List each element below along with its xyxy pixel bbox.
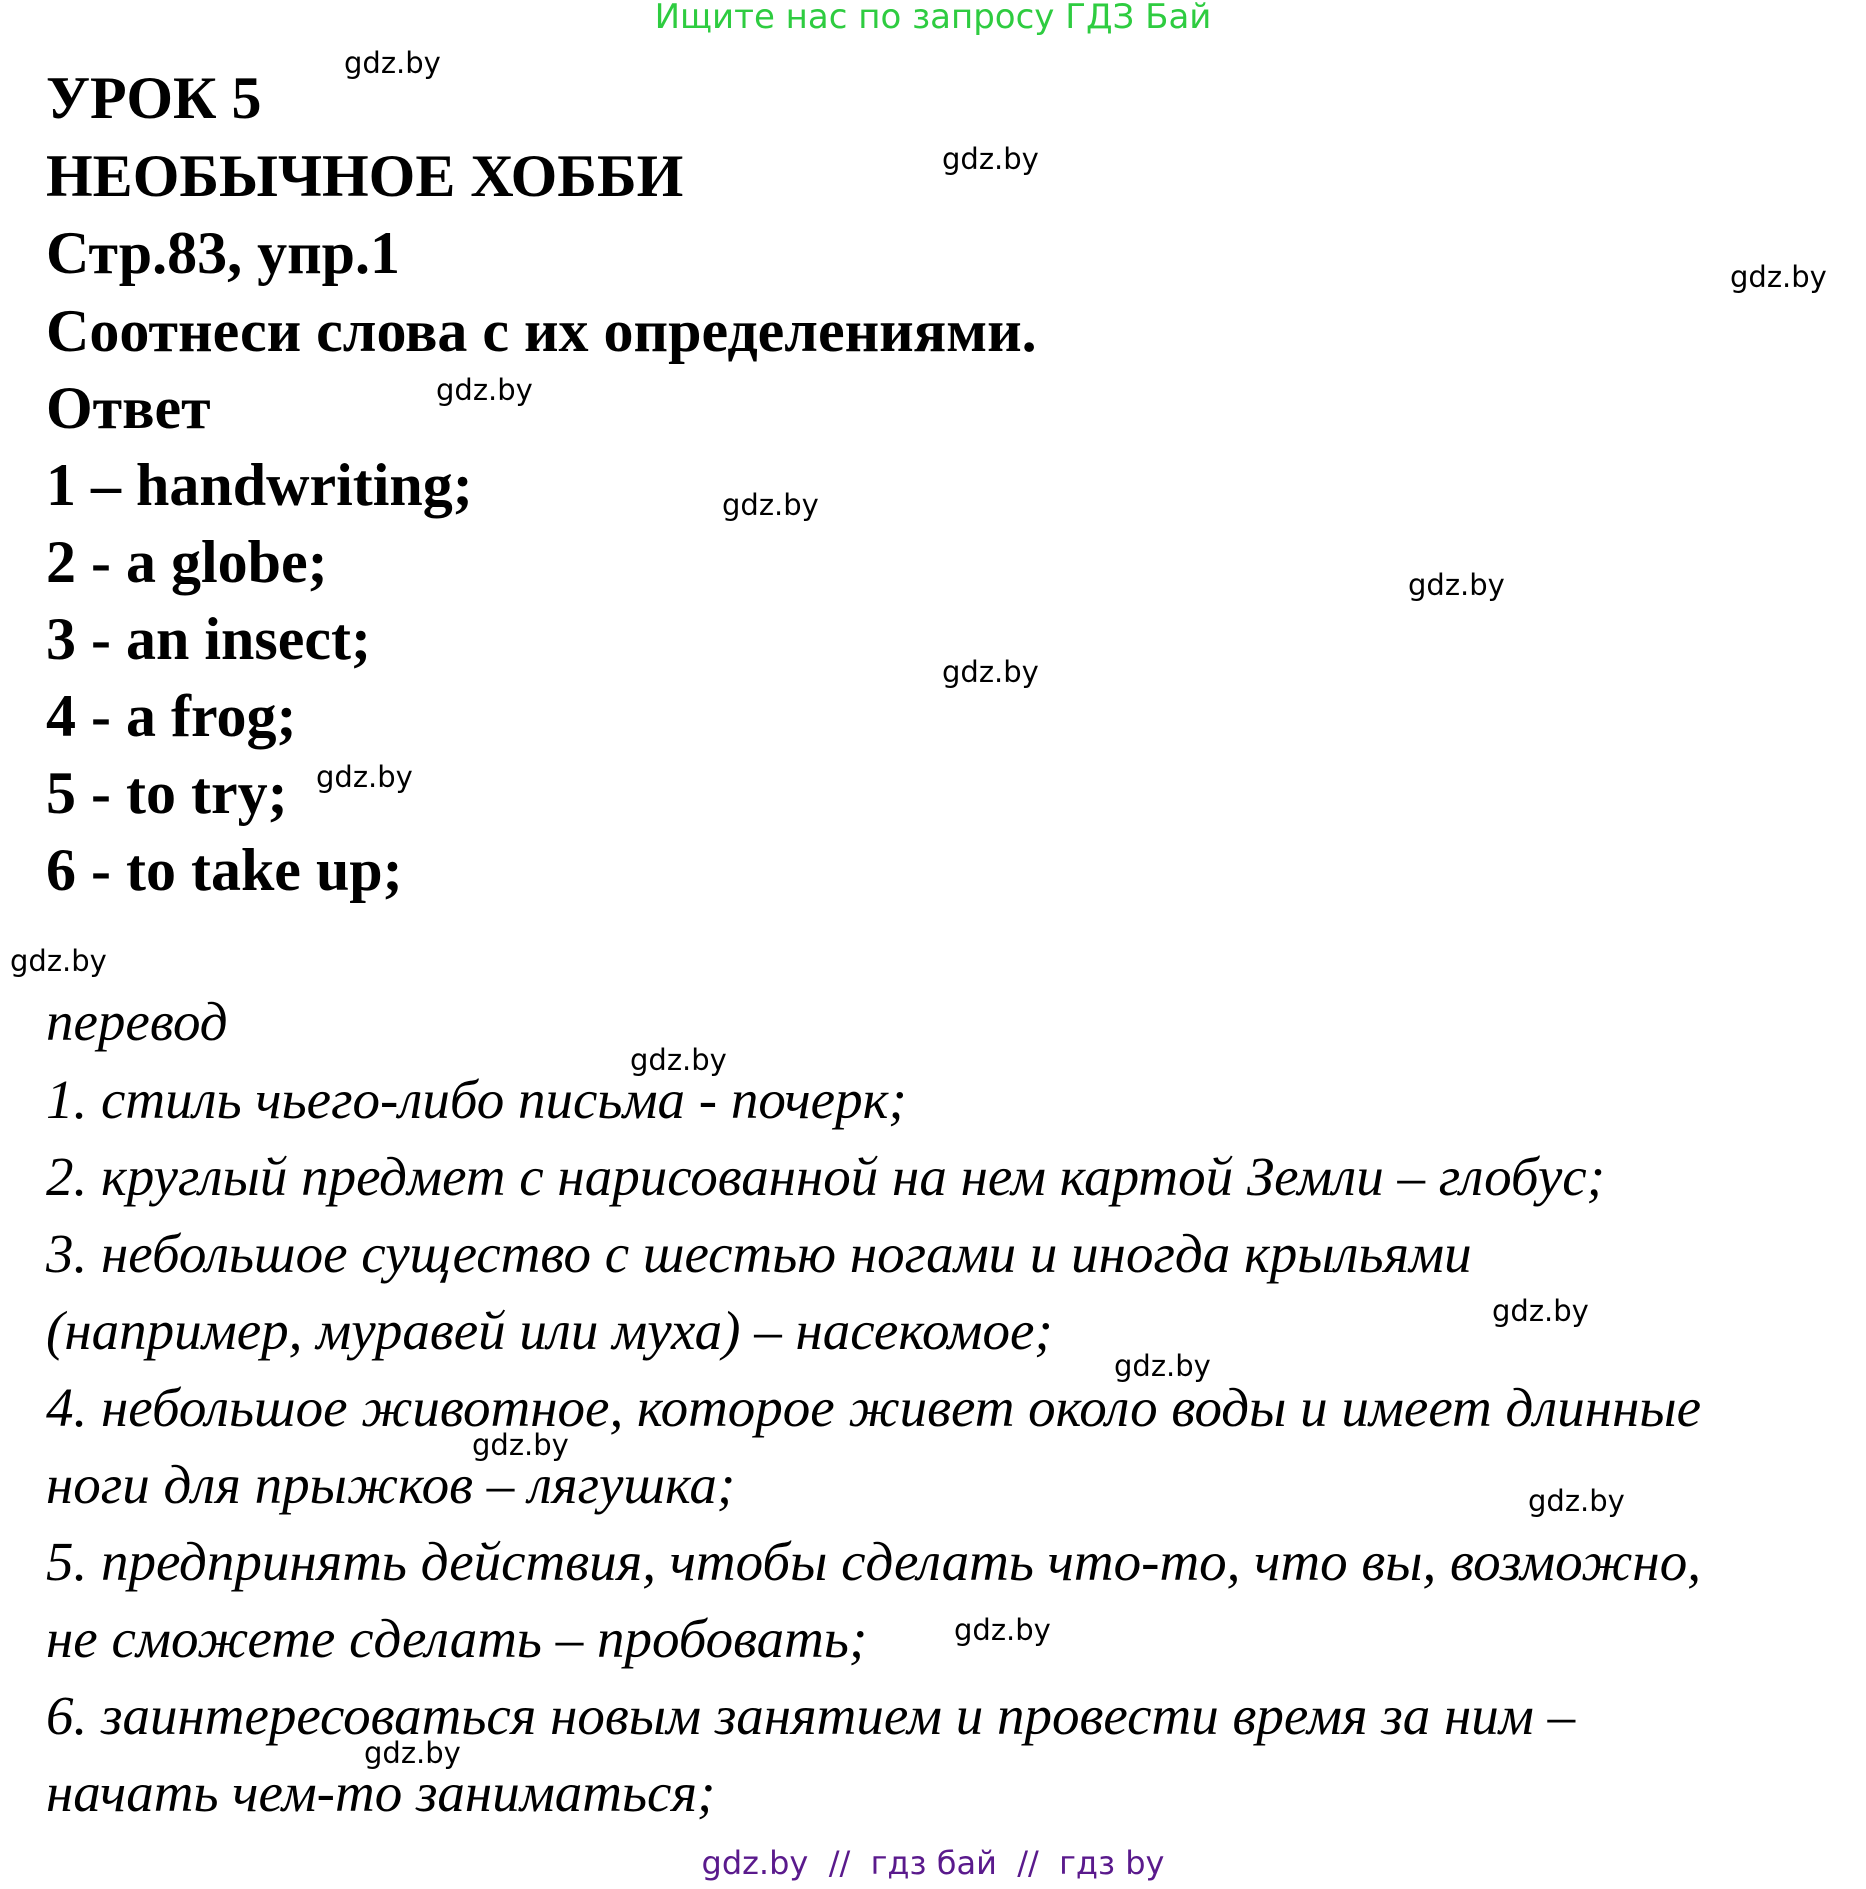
watermark: gdz.by [436,373,533,407]
translation-label: перевод [46,991,228,1052]
answer-label: Ответ [46,375,211,441]
answer-item: 4 - a frog; [46,683,297,749]
translation-line: начать чем-то заниматься; [46,1762,716,1823]
watermark: gdz.by [630,1043,727,1077]
answer-item: 3 - an insect; [46,606,371,672]
watermark: gdz.by [364,1736,461,1770]
watermark: gdz.by [1408,568,1505,602]
translation-line: 3. небольшое существо с шестью ногами и иногда крыльями [46,1223,1472,1284]
translation-line: 4. небольшое животное, которое живет около воды и имеет длинные [46,1377,1702,1438]
answer-item: 1 – handwriting; [46,452,473,518]
translation-line: (например, муравей или муха) – насекомое; [46,1300,1053,1361]
answer-item: 2 - a globe; [46,529,328,595]
task-instruction: Соотнеси слова с их определениями. [46,298,1037,364]
answer-item: 6 - to take up; [46,837,403,903]
translation-line: не сможете сделать – пробовать; [46,1608,868,1669]
watermark: gdz.by [722,488,819,522]
translation-line: ноги для прыжков – лягушка; [46,1454,736,1515]
topic-title: НЕОБЫЧНОЕ ХОББИ [46,143,684,209]
translation-line: 6. заинтересоваться новым занятием и провести время за ним – [46,1685,1576,1746]
translation-line: 1. стиль чьего-либо письма - почерк; [46,1069,907,1130]
watermark: gdz.by [1492,1294,1589,1328]
footer-links: gdz.by // гдз бай // гдз by [701,1844,1165,1882]
watermark: gdz.by [472,1428,569,1462]
watermark: gdz.by [344,46,441,80]
watermark: gdz.by [954,1613,1051,1647]
watermark: gdz.by [10,944,107,978]
lesson-title: УРОК 5 [46,65,262,131]
watermark: gdz.by [316,760,413,794]
watermark: gdz.by [1730,260,1827,294]
watermark: gdz.by [1528,1484,1625,1518]
translation-line: 5. предпринять действия, чтобы сделать что-то, что вы, возможно, [46,1531,1701,1592]
watermark: gdz.by [942,142,1039,176]
search-banner: Ищите нас по запросу ГДЗ Бай [654,0,1212,37]
page-reference: Стр.83, упр.1 [46,220,401,286]
answer-item: 5 - to try; [46,760,288,826]
translation-line: 2. круглый предмет с нарисованной на нем картой Земли – глобус; [46,1146,1605,1207]
watermark: gdz.by [942,655,1039,689]
watermark: gdz.by [1114,1349,1211,1383]
